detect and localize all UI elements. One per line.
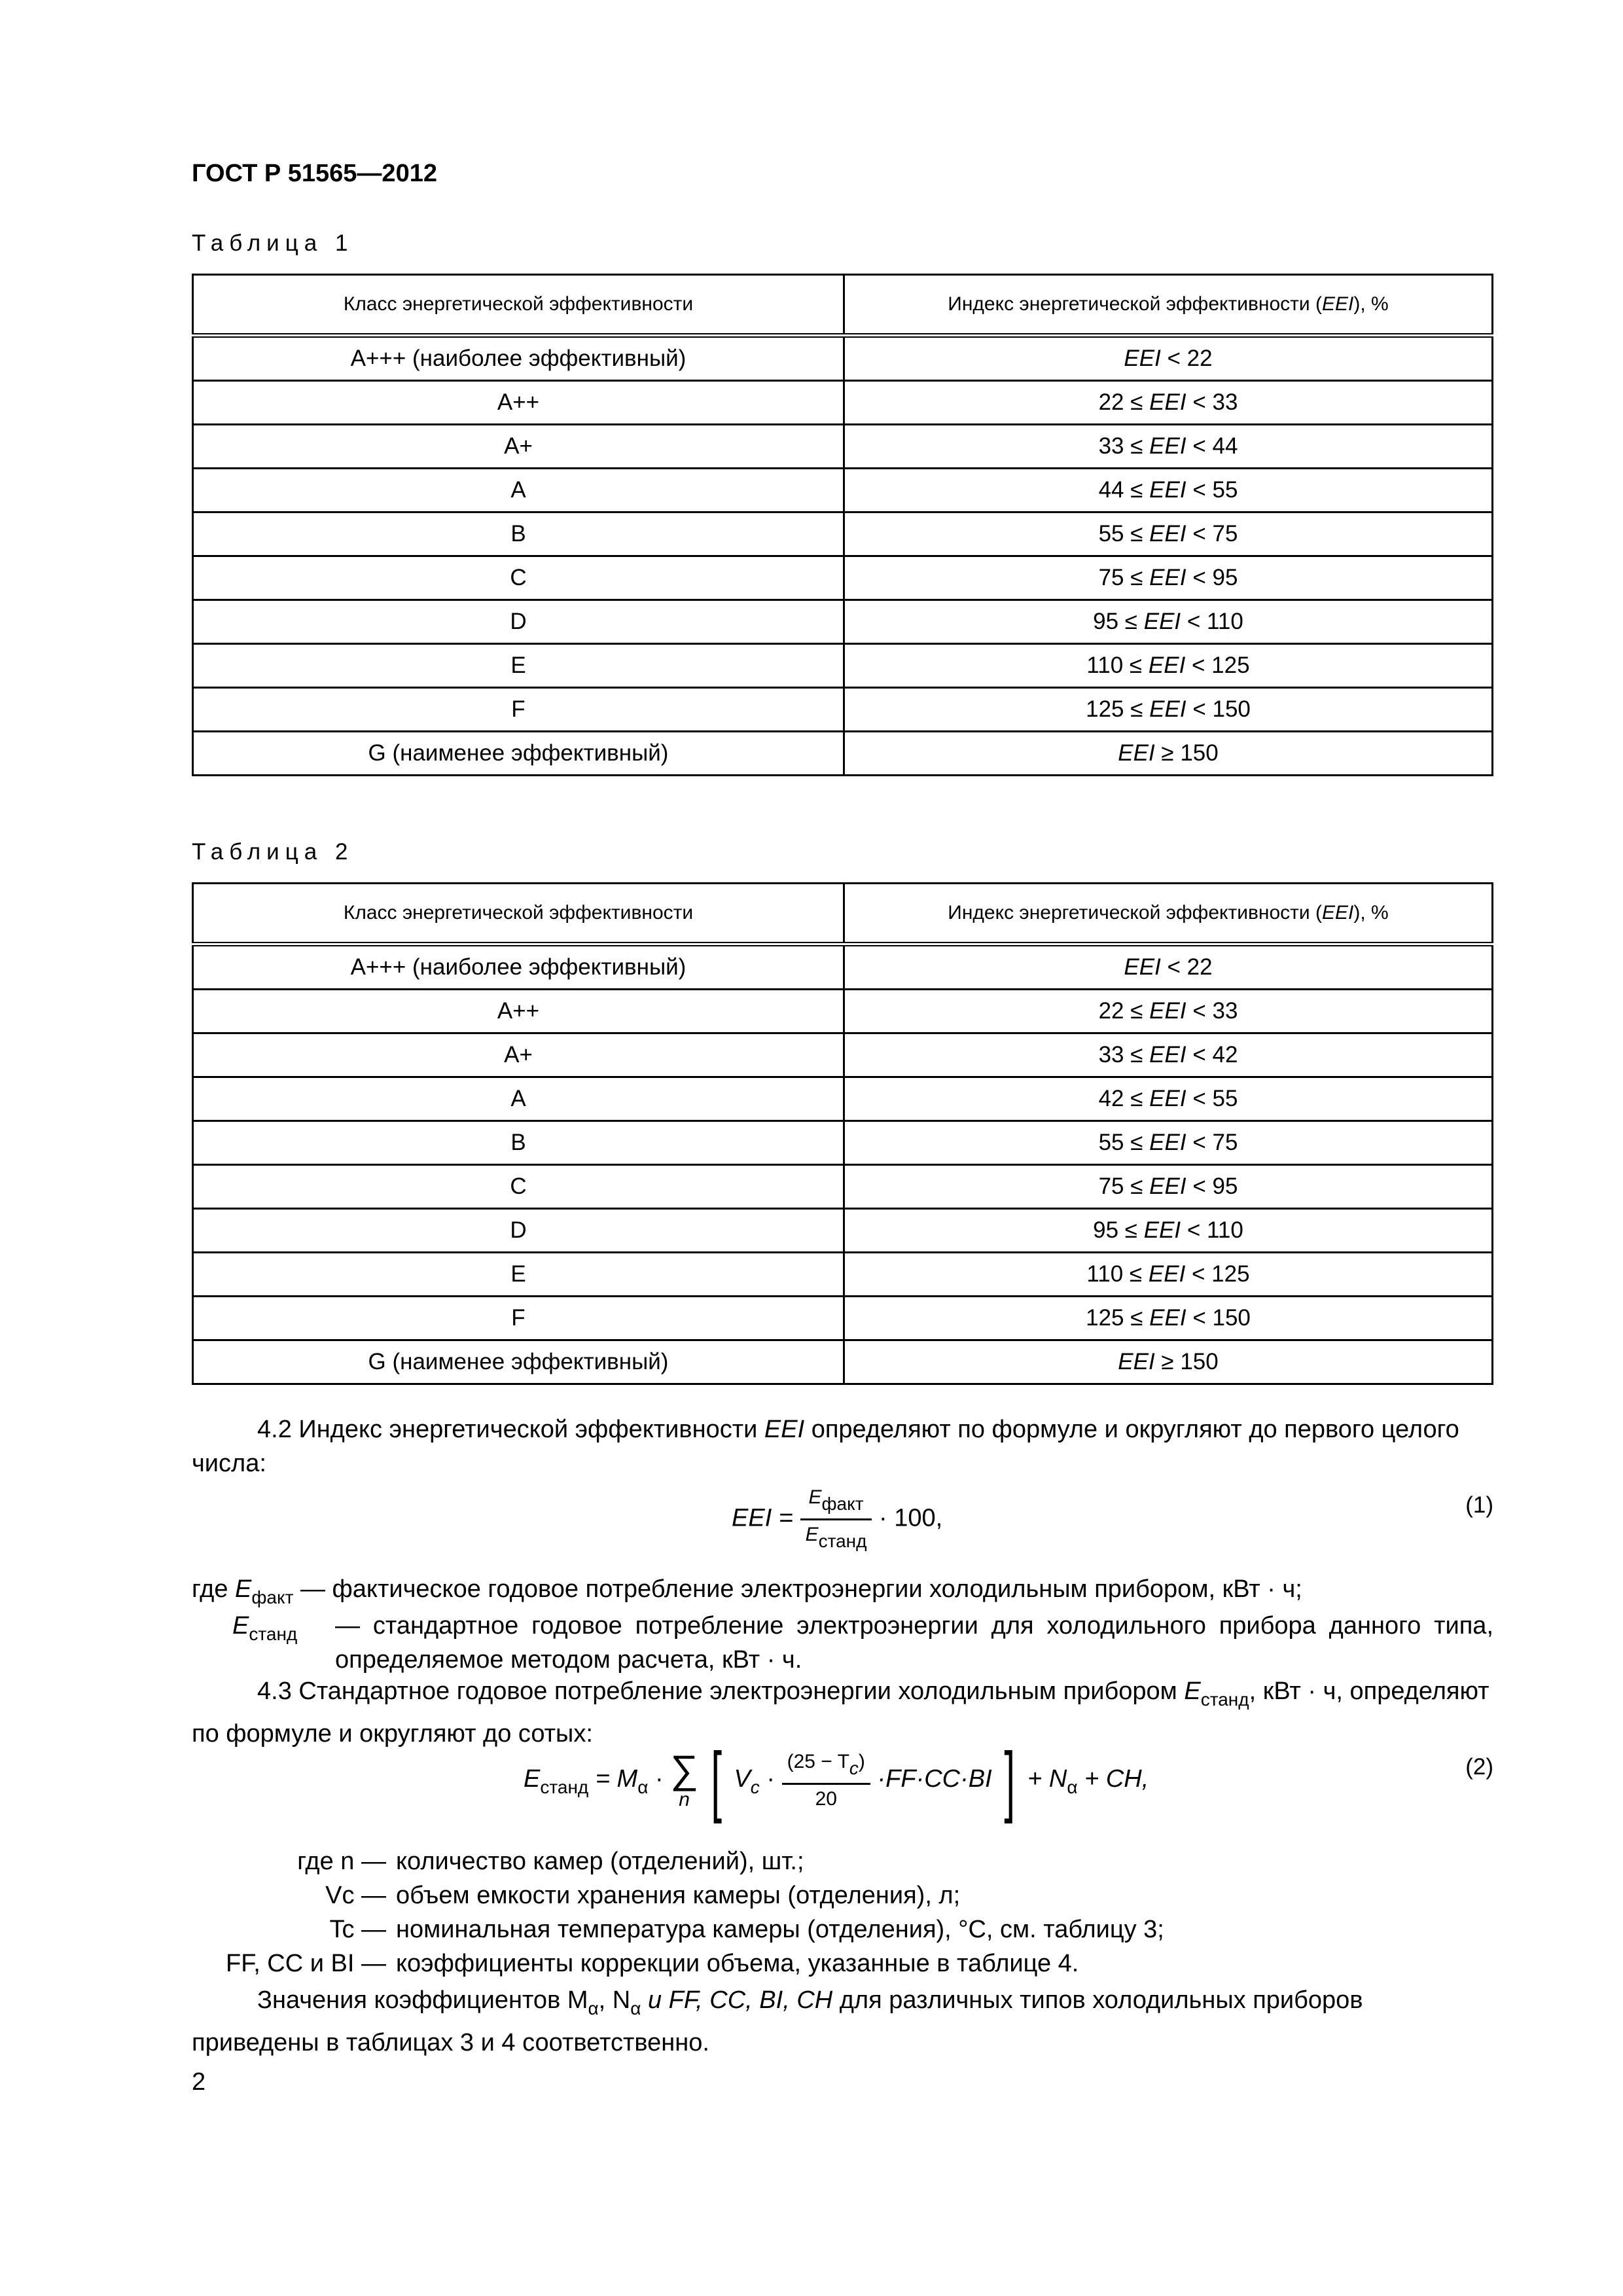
energy-class-cell: А+ [193, 425, 844, 469]
table1 [192, 274, 1493, 776]
table-row [193, 1297, 1493, 1340]
eei-range-cell: 95 ≤ EEI < 110 [844, 1209, 1493, 1253]
table-row [193, 469, 1493, 512]
energy-class-cell: А [193, 1077, 844, 1121]
eei-range-cell: 33 ≤ EEI < 44 [844, 425, 1493, 469]
def-n-text: количество камер (отделений), шт.; [396, 1848, 804, 1875]
eei-range-cell: 33 ≤ EEI < 42 [844, 1033, 1493, 1077]
energy-class-cell: D [193, 1209, 844, 1253]
table-row [193, 990, 1493, 1033]
eei-range-cell: EEI ≥ 150 [844, 732, 1493, 776]
def-tc-text: номинальная температура камеры (отделения), °C, см. таблицу 3; [396, 1916, 1164, 1943]
equation-number-2: (2) [1465, 1754, 1493, 1780]
eei-range-cell: 42 ≤ EEI < 55 [844, 1077, 1493, 1121]
energy-class-cell: E [193, 644, 844, 688]
energy-class-cell: А+ [193, 1033, 844, 1077]
eei-range-cell: EEI < 22 [844, 944, 1493, 990]
table1-header-class: Класс энергетической эффективности [193, 275, 844, 336]
table-row [193, 381, 1493, 425]
eei-range-cell: 110 ≤ EEI < 125 [844, 1253, 1493, 1297]
def-vc-text: объем емкости хранения камеры (отделения), л; [396, 1882, 961, 1909]
eei-range-cell: EEI < 22 [844, 336, 1493, 381]
table1-caption: Таблица 1 [192, 230, 354, 256]
energy-class-cell: А++ [193, 990, 844, 1033]
table2-caption: Таблица 2 [192, 839, 354, 865]
energy-class-cell: А [193, 469, 844, 512]
table-row [193, 600, 1493, 644]
table-row [193, 1209, 1493, 1253]
closing-paragraph: Значения коэффициентов $M_\alpha$, $N_\alpha$ и FF, CC, BI, CH для различных типов холодильных приборов приведены в таблицах 3 и 4 соответственно. [192, 1986, 1363, 2056]
table-row [193, 512, 1493, 556]
energy-class-cell: E [193, 1253, 844, 1297]
energy-class-cell: G (наименее эффективный) [193, 1340, 844, 1384]
eei-range-cell: 75 ≤ EEI < 95 [844, 1165, 1493, 1209]
table2-header-index [844, 884, 1493, 944]
formula-2: $E_{станд} = M_\alpha$ · ∑ n [ $V_c$ · $\frac{(25 - T_c)}{20}$ ·FF·CC·BI ] + $N_\alpha$ + CH, [524, 1736, 1149, 1824]
def1-lead: где $E_{факт}$ — фактическое годовое потребление электроэнергии холодильным прибором, кВт · ч; [192, 1575, 1302, 1607]
table-row [193, 336, 1493, 381]
energy-class-cell: А+++ (наиболее эффективный) [193, 336, 844, 381]
eei-range-cell: 95 ≤ EEI < 110 [844, 600, 1493, 644]
formula-1: EEI = $\frac{E_{факт}}{E_{станд}}$ · 100, [732, 1484, 942, 1554]
energy-class-cell: B [193, 1121, 844, 1165]
section-4-2-text: 4.2 Индекс энергетической эффективности EEI определяют по формуле и округляют до первого целого числа: [192, 1416, 1459, 1477]
table2-header-class: Класс энергетической эффективности [193, 884, 844, 944]
table1-header-index-text: Индекс энергетической эффективности (EEI), % [948, 293, 1389, 315]
sum-symbol: ∑ n [670, 1748, 698, 1810]
energy-class-cell: А++ [193, 381, 844, 425]
def2-sym: $E_{станд}$ [232, 1612, 298, 1644]
table2-header-index-text: Индекс энергетической эффективности (EEI), % [948, 902, 1389, 924]
def2-text: — стандартное годовое потребление электроэнергии для холодильного прибора данного типа, определяемое методом расчета, кВт · ч. [335, 1612, 1493, 1674]
table-row [193, 556, 1493, 600]
eei-range-cell: EEI ≥ 150 [844, 1340, 1493, 1384]
eei-range-cell: 44 ≤ EEI < 55 [844, 469, 1493, 512]
eei-range-cell: 110 ≤ EEI < 125 [844, 644, 1493, 688]
eei-range-cell: 55 ≤ EEI < 75 [844, 512, 1493, 556]
page-number: 2 [192, 2068, 206, 2096]
energy-class-cell: F [193, 1297, 844, 1340]
energy-class-cell: C [193, 556, 844, 600]
table-row [193, 1033, 1493, 1077]
energy-class-cell: F [193, 688, 844, 732]
eei-range-cell: 125 ≤ EEI < 150 [844, 688, 1493, 732]
eei-range-cell: 75 ≤ EEI < 95 [844, 556, 1493, 600]
equation-number-1: (1) [1465, 1492, 1493, 1518]
table-row [193, 944, 1493, 990]
table-row [193, 1340, 1493, 1384]
document-header: ГОСТ Р 51565—2012 [192, 160, 437, 187]
table-row [193, 1253, 1493, 1297]
section-4-3-text: 4.3 Стандартное годовое потребление электроэнергии холодильным прибором $E_{станд}$, кВт · ч, определяют по формуле и округляют до сотых: [192, 1677, 1489, 1748]
energy-class-cell: G (наименее эффективный) [193, 732, 844, 776]
def-vc-key: Vc — [325, 1882, 386, 1909]
eei-range-cell: 22 ≤ EEI < 33 [844, 990, 1493, 1033]
def-n-key: где n — [297, 1848, 386, 1875]
eei-range-cell: 55 ≤ EEI < 75 [844, 1121, 1493, 1165]
table1-header-index [844, 275, 1493, 336]
table2 [192, 882, 1493, 1385]
table-row [193, 732, 1493, 776]
table-row [193, 425, 1493, 469]
energy-class-cell: А+++ (наиболее эффективный) [193, 944, 844, 990]
eei-range-cell: 22 ≤ EEI < 33 [844, 381, 1493, 425]
def-ff-key: FF, CC и BI — [225, 1950, 386, 1977]
def-ff-text: коэффициенты коррекции объема, указанные в таблице 4. [396, 1950, 1079, 1977]
def-tc-key: Tc — [329, 1916, 386, 1943]
energy-class-cell: B [193, 512, 844, 556]
energy-class-cell: D [193, 600, 844, 644]
table-row [193, 1165, 1493, 1209]
eei-range-cell: 125 ≤ EEI < 150 [844, 1297, 1493, 1340]
energy-class-cell: C [193, 1165, 844, 1209]
table-row [193, 688, 1493, 732]
table-row [193, 1077, 1493, 1121]
table-row [193, 644, 1493, 688]
table-row [193, 1121, 1493, 1165]
